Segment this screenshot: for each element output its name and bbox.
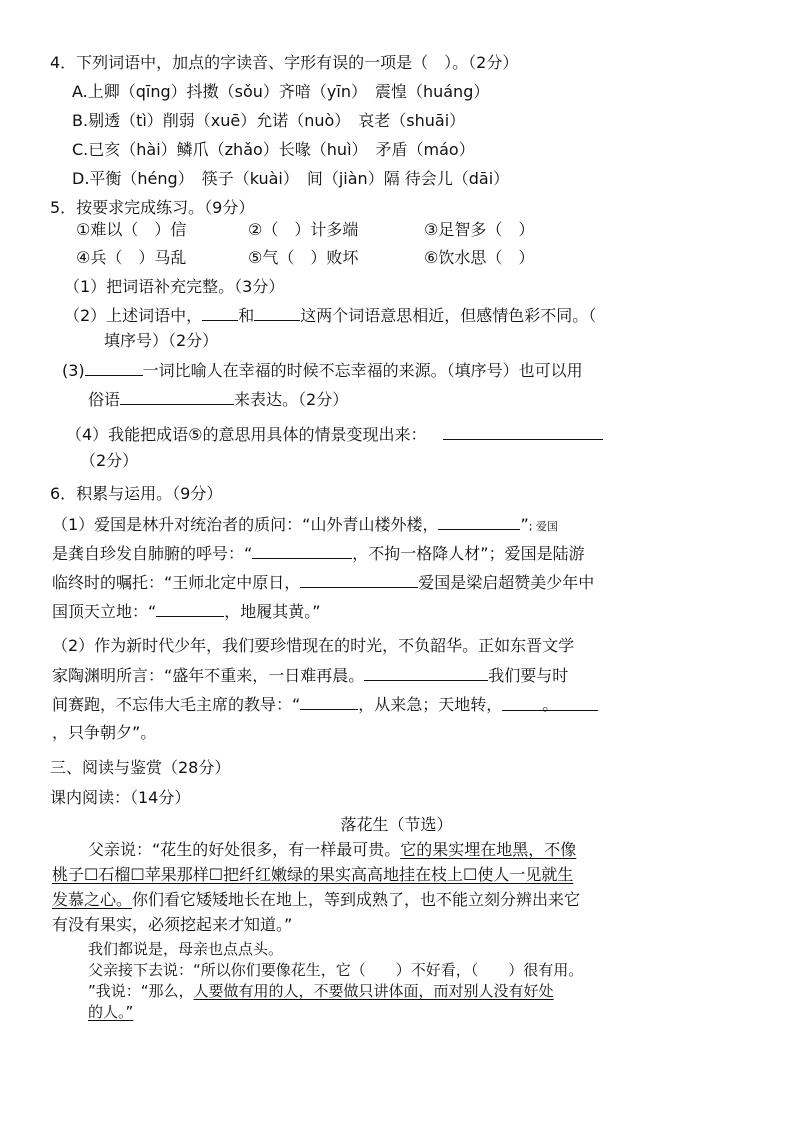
q5-sub3-line2 [88,388,348,411]
q4-option-c: C.已亥（hài）鳞爪（zhǎo）长喙（huì） 矛盾（máo） [72,140,475,159]
q5-sub1: （1）把词语补充完整。（3分） [64,277,285,296]
q6-p2-line3 [52,693,598,716]
q6-stem: 6．积累与运用。（9分） [50,484,223,503]
q6-p1-line1 [52,513,558,538]
q5-idiom-6: ⑥饮水思（ ） [424,248,535,267]
answer-blank[interactable] [300,693,358,710]
answer-blank[interactable] [252,542,352,559]
q6-p1-text: ，不拘一格降人材”；爱国是陆游 [352,544,585,563]
q5-sub2-line1 [64,304,596,327]
passage-underlined-text: 人要做有用的人，不要做只讲体面，而对别人没有好处 [193,982,554,1000]
q6-p2-text: 。 [542,695,559,714]
passage-para1-line2: 桃子☐石榴☐苹果那样☐把纤红嫩绿的果实高高地挂在枝上☐使人一见就生 [52,865,574,884]
answer-blank[interactable] [438,513,520,530]
q6-p1-text: ” [520,515,529,534]
passage-para3: 父亲接下去说：“所以你们要像花生，它（ ）不好看，（ ）很有用。 [88,961,584,979]
q5-sub4-text-a: （4）我能把成语⑤的意思用具体的情景变现出来： [66,425,427,444]
q5-sub4-line1 [66,423,603,446]
q5-idiom-1: ①难以（ ）信 [76,220,187,239]
section3-sub: 课内阅读：（14分） [50,788,191,807]
q6-p1-text: ，地履其黄。” [224,602,321,621]
q5-sub3-text-c: 俗语 [88,390,121,409]
passage-para5: 的人。” [88,1003,134,1021]
q5-idiom-3: ③足智多（ ） [424,220,535,239]
q5-sub3-text-b: 一词比喻人在幸福的时候不忘幸福的来源。（填序号）也可以用 [142,361,583,380]
q6-p2-text: 家陶渊明所言：“盛年不重来，一日难再晨。 [52,666,365,685]
answer-blank[interactable] [364,664,488,681]
q6-p1-text: 临终时的嘱托：“王师北定中原日， [52,573,301,592]
q6-p2-line2 [52,664,568,687]
passage-underlined-text: 它的果实埋在地黑，不像 [400,840,577,859]
q6-p2-text: 我们要与时 [488,666,569,685]
q5-sub2-and: 和 [238,306,255,325]
q5-idiom-2: ②（ ）计多端 [248,220,359,239]
q5-stem: 5．按要求完成练习。（9分） [50,198,255,217]
q6-p1-line4 [52,600,321,623]
q6-p2-line4: ，只争朝夕”。 [52,723,157,742]
passage-para1-line1 [88,839,576,861]
q4-option-d: D.平衡（héng） 筷子（kuài） 间（jiàn）隔 待会儿（dāi） [72,169,510,188]
q6-p1-text: 爱国是梁启超赞美少年中 [418,573,595,592]
q4-option-b: B.剔透（tì）削弱（xuē）允诺（nuò） 哀老（shuāi） [72,111,466,130]
answer-blank[interactable] [254,304,300,321]
answer-blank[interactable] [156,600,224,617]
q6-p1-text: 国顶天立地：“ [52,602,157,621]
q5-sub2-text-b: 这两个词语意思相近，但感情色彩不同。（ [300,306,597,325]
passage-text: 你们看它矮矮地长在地上，等到成熟了，也不能立刻分辨出来它 [132,890,581,909]
q5-sub4-line2: （2分） [80,451,139,470]
answer-blank[interactable] [85,359,143,376]
passage-text: ”我说：“那么， [88,982,194,1000]
passage-title: 落花生（节选） [340,815,453,834]
answer-blank[interactable] [300,571,418,588]
section3-title: 三、阅读与鉴赏（28分） [50,758,231,777]
passage-para2: 我们都说是，母亲也点点头。 [88,940,284,958]
q6-p1-line2 [52,542,585,565]
q5-sub3-line1 [62,359,583,382]
q6-p2-text: 间赛跑，不忘伟大毛主席的教导：“ [52,695,301,714]
q4-stem: 4．下列词语中，加点的字读音、字形有误的一项是（ ）。（2分） [50,53,519,72]
q6-p1-text: ; 爱国 [528,520,558,533]
q6-p2-text: ，从来急；天地转， [358,695,503,714]
q5-sub3-text-d: 来表达。（2分） [234,390,349,409]
q5-sub2-text-a: （2）上述词语中， [64,306,203,325]
passage-underlined-text: 发慕之心。 [52,890,133,909]
answer-blank[interactable] [120,388,234,405]
q5-idiom-4: ④兵（ ）马乱 [76,248,187,267]
q6-p2-line1: （2）作为新时代少年，我们要珍惜现在的时光，不负韶华。正如东晋文学 [52,636,575,655]
q6-p1-text: （1）爱国是林升对统治者的质问：“山外青山楼外楼， [52,515,439,534]
q6-p1-text: 是龚自珍发自肺腑的呼号：“ [52,544,253,563]
q4-option-a: A.上卿（qīng）抖擞（sǒu）齐喑（yīn） 震惶（huáng） [72,82,490,101]
passage-para1-line3 [52,889,580,911]
passage-para4 [88,981,554,1001]
passage-para1-line4: 有没有果实，必须挖起来才知道。” [52,915,293,934]
q5-sub3-text-a: (3) [62,361,85,380]
answer-blank[interactable] [202,304,238,321]
answer-blank[interactable] [502,694,598,714]
answer-blank[interactable] [443,423,603,440]
passage-text: 父亲说：“花生的好处很多，有一样最可贵。 [88,840,401,859]
q6-p1-line3 [52,571,594,594]
q5-sub2-line2: 填序号）（2分） [104,331,219,350]
q5-idiom-5: ⑤气（ ）败坏 [248,248,359,267]
